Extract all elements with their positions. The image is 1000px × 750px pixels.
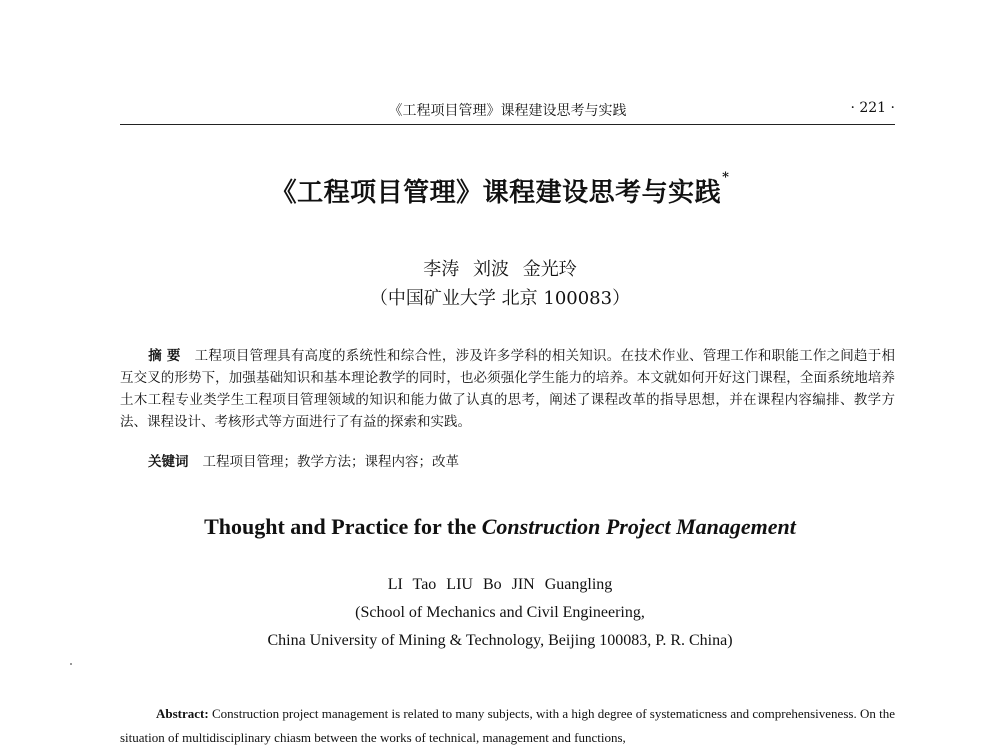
authors-cn: 李涛 刘波 金光玲 <box>423 259 577 280</box>
running-title: 《工程项目管理》课程建设思考与实践 <box>388 103 627 119</box>
keywords-cn <box>148 450 898 470</box>
keywords-cn-text: 工程项目管理；教学方法；课程内容；改革 <box>202 454 459 470</box>
paper-title-cn-text: 《工程项目管理》课程建设思考与实践 <box>270 178 722 208</box>
running-header <box>120 98 895 120</box>
affiliation-en-line1: (School of Mechanics and Civil Engineering, <box>355 604 645 621</box>
paper-title-en-italic: Construction Project Management <box>481 514 796 539</box>
abstract-en <box>120 702 895 750</box>
affiliation-cn: （中国矿业大学 北京 100083） <box>369 288 631 309</box>
abstract-en-text: Construction project management is related to many subjects, with a high degree of systematicness and comprehensiveness. On the situation of multidisciplinary chiasm between the works of technical, management and functions, <box>120 706 896 745</box>
abstract-en-label: Abstract: <box>156 706 209 721</box>
page-number: · 221 · <box>850 100 895 116</box>
authors-en: LI Tao LIU Bo JIN Guangling <box>387 576 613 593</box>
paper-title-cn <box>0 172 1000 209</box>
footnote-mark: * <box>722 170 730 185</box>
abstract-cn-text: 工程项目管理具有高度的系统性和综合性，涉及许多学科的相关知识。在技术作业、管理工作和职能工作之间趋于相互交叉的形势下，加强基础知识和基本理论教学的同时，也必须强化学生能力的培养。本文就如何开好这门课程，全面系统地培养土木工程专业类学生工程项目管理领域的知识和能力做了认真的思考，阐述了课程改革的指导思想，并在课程内容编排、教学方法、课程设计、考核形式等方面进行了有益的探索和实践。 <box>120 348 896 430</box>
scan-speck <box>70 663 72 665</box>
paper-title-en-plain: Thought and Practice for the <box>204 514 482 539</box>
keywords-cn-label: 关键词 <box>148 454 189 470</box>
abstract-cn <box>120 345 895 433</box>
abstract-cn-label: 摘 要 <box>148 348 181 364</box>
paper-title-en <box>0 514 1000 540</box>
affiliation-en-line2: China University of Mining & Technology, Beijing 100083, P. R. China) <box>267 632 733 649</box>
header-rule <box>120 124 895 125</box>
